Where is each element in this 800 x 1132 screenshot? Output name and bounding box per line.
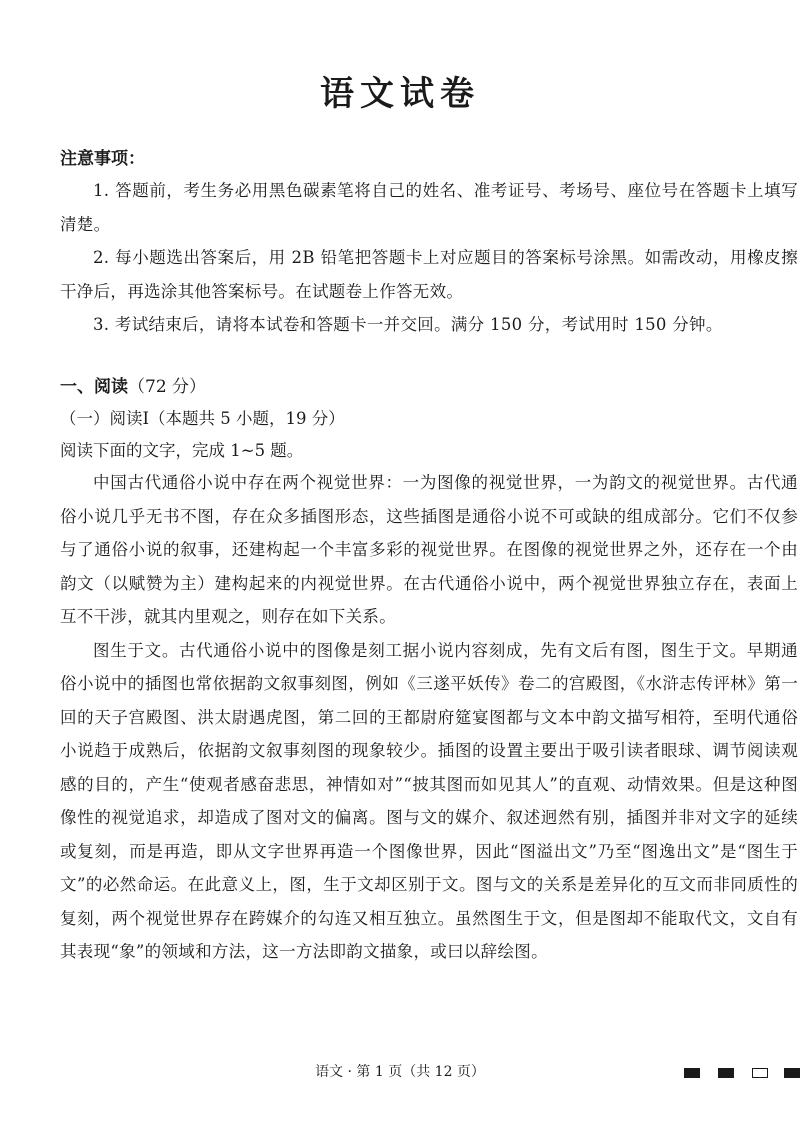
passage-paragraph-2: 图生于文。古代通俗小说中的图像是刻工据小说内容刻成，先有文后有图，图生于文。早期通俗小说中的插图也常依据韵文叙事刻图，例如《三遂平妖传》卷二的宫殿图，《水浒志传评林》第一回的天子宫殿图、洪太尉遇虎图，第二回的王都尉府筵宴图都与文本中韵文描写相符，至明代通俗小说趋于成熟后，依据韵文叙事刻图的现象较少。插图的设置主要出于吸引读者眼球、调节阅读观感的目的，产生“使观者感奋悲思，神情如对”“披其图而如见其人”的直观、动情效果。但是这种图像性的视觉追求，却造成了图对文的偏离。图与文的媒介、叙述迥然有别，插图并非对文字的延续或复刻，而是再造，即从文字世界再造一个图像世界，因此“图溢出文”乃至“图逸出文”是“图生于文”的必然命运。在此意义上，图，生于文却区别于文。图与文的关系是差异化的互文而非同质性的复刻，两个视觉世界存在跨媒介的勾连又相互独立。虽然图生于文，但是图却不能取代文，文自有其表现“象”的领域和方法，这一方法即韵文描象，或曰以辞绘图。 (60, 640, 798, 961)
passage-paragraph-1: 中国古代通俗小说中存在两个视觉世界：一为图像的视觉世界，一为韵文的视觉世界。古代通俗小说几乎无书不图，存在众多插图形态，这些插图是通俗小说不可或缺的组成部分。它们不仅参与了通俗小说的叙事，还建构起一个丰富多彩的视觉世界。在图像的视觉世界之外，还存在一个由韵文（以赋赞为主）建构起来的内视觉世界。在古代通俗小说中，两个视觉世界独立存在，表面上互不干涉，就其内里观之，则存在如下关系。 (60, 473, 798, 626)
note-item-3: 3. 考试结束后，请将本试卷和答题卡一并交回。满分 150 分，考试用时 150 分钟。 (93, 315, 723, 334)
notes-heading: 注意事项： (60, 149, 145, 169)
page-mark-3 (752, 1068, 768, 1078)
page-mark-1 (684, 1068, 700, 1078)
reading-passage (60, 466, 798, 969)
subsection-heading: （一）阅读Ⅰ（本题共 5 小题，19 分） (60, 409, 345, 428)
section-title: 一、阅读 (60, 377, 128, 397)
notes-list (60, 174, 798, 342)
section-points: （72 分） (128, 377, 207, 397)
exam-title: 语文试卷 (320, 74, 480, 114)
page-mark-4 (784, 1068, 800, 1078)
section-heading (60, 372, 206, 402)
note-item-2: 2. 每小题选出答案后，用 2B 铅笔把答题卡上对应题目的答案标号涂黑。如需改动，用橡皮擦干净后，再选涂其他答案标号。在试题卷上作答无效。 (60, 248, 798, 301)
note-item-1: 1. 答题前，考生务必用黑色碳素笔将自己的姓名、准考证号、考场号、座位号在答题卡上填写清楚。 (60, 181, 798, 234)
page-mark-2 (718, 1068, 734, 1078)
reading-instruction: 阅读下面的文字，完成 1~5 题。 (60, 441, 304, 460)
page-footer: 语文 · 第 1 页（共 12 页） (315, 1064, 485, 1080)
